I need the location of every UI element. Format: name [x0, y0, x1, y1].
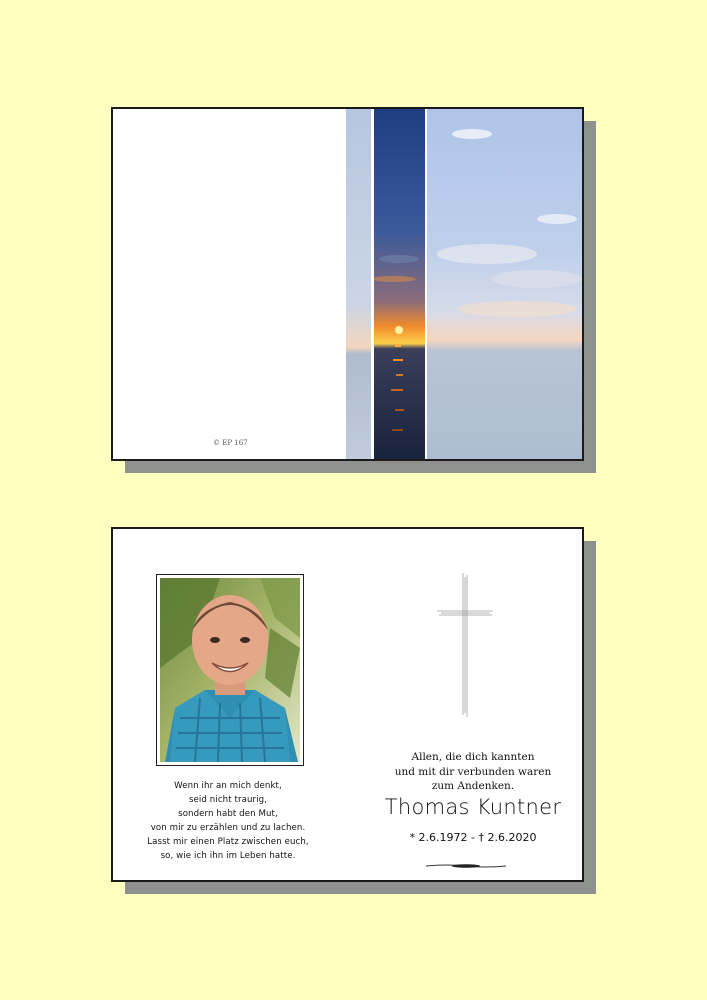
remembrance-line: Allen, die dich kannten: [411, 751, 535, 763]
poem-line: so, wie ich ihn im Leben hatte.: [160, 851, 296, 861]
poem-line: von mir zu erzählen und zu lachen.: [150, 823, 306, 833]
life-dates: * 2.6.1972 - † 2.6.2020: [409, 831, 537, 844]
sunset-strip-left: [346, 109, 371, 459]
sunset-strip-center: [374, 109, 425, 459]
cross-icon: [435, 573, 495, 722]
remembrance-line: und mit dir verbunden waren: [394, 765, 552, 778]
ornament-divider: [426, 855, 506, 874]
sunset-strip-right: [427, 109, 584, 459]
card-front: [111, 107, 584, 461]
deceased-name: Thomas Kuntner: [384, 795, 562, 819]
portrait-photo: [156, 574, 304, 766]
card-inner: [111, 527, 584, 882]
copyright-label: © EP 167: [213, 439, 248, 447]
poem: [123, 779, 333, 863]
poem-line: Lasst mir einen Platz zwischen euch,: [147, 837, 309, 847]
poem-line: sondern habt den Mut,: [178, 809, 278, 819]
poem-line: seid nicht traurig,: [188, 795, 268, 805]
poem-line: Wenn ihr an mich denkt,: [174, 781, 282, 791]
remembrance-text: [363, 750, 583, 794]
remembrance-line: zum Andenken.: [431, 780, 515, 792]
